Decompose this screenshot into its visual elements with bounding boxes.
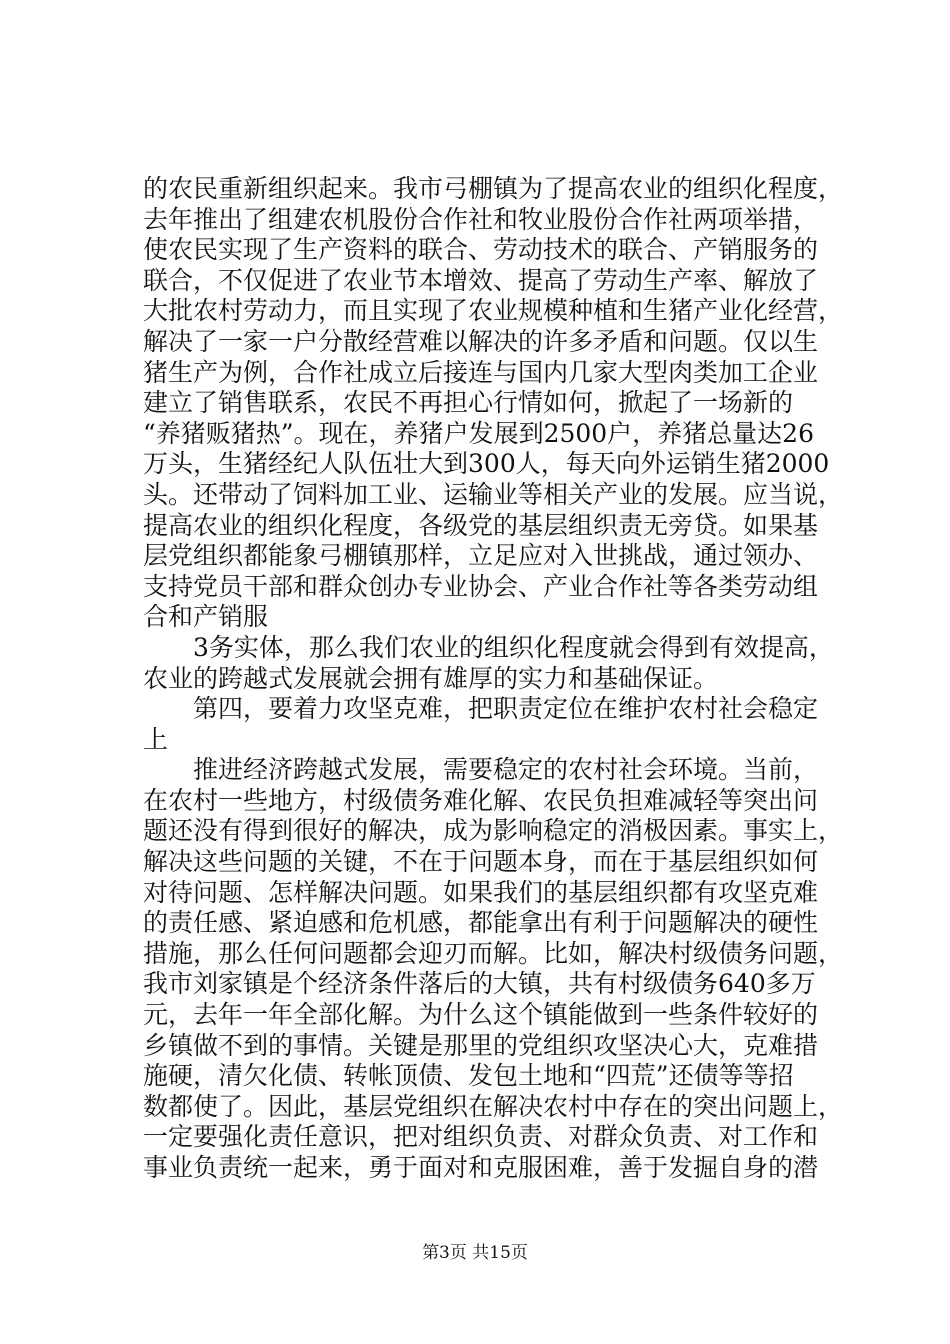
text-line: 建立了销售联系，农民不再担心行情如何，掀起了一场新的 bbox=[143, 388, 794, 418]
text-line: 支持党员干部和群众创办专业协会、产业合作社等各类劳动组 bbox=[143, 571, 819, 601]
text-line: 上 bbox=[143, 724, 169, 754]
text-line: 我市刘家镇是个经济条件落后的大镇，共有村级债务640多万 bbox=[143, 969, 816, 999]
text-line: 联合，不仅促进了农业节本增效、提高了劳动生产率、解放了 bbox=[143, 265, 819, 295]
text-line: 合和产销服 bbox=[143, 602, 269, 632]
text-line: 层党组织都能象弓棚镇那样，立足应对入世挑战，通过领办、 bbox=[143, 541, 819, 571]
document-body bbox=[143, 174, 843, 1184]
text-line: 推进经济跨越式发展，需要稳定的农村社会环境。当前， bbox=[193, 755, 819, 785]
text-line: 头。还带动了饲料加工业、运输业等相关产业的发展。应当说， bbox=[143, 479, 844, 509]
text-line: 第四，要着力攻坚克难，把职责定位在维护农村社会稳定 bbox=[193, 694, 819, 724]
text-line: 农业的跨越式发展就会拥有雄厚的实力和基础保证。 bbox=[143, 663, 719, 693]
text-line: 万头，生猪经纪人队伍壮大到300人，每天向外运销生猪2000 bbox=[143, 449, 830, 479]
text-line: 题还没有得到很好的解决，成为影响稳定的消极因素。事实上， bbox=[143, 816, 844, 846]
text-line: 去年推出了组建农机股份合作社和牧业股份合作社两项举措， bbox=[143, 204, 819, 234]
page-number-footer: 第3页 共15页 bbox=[422, 1243, 528, 1263]
text-line: 的责任感、紧迫感和危机感，都能拿出有利于问题解决的硬性 bbox=[143, 908, 819, 938]
text-line: 措施，那么任何问题都会迎刃而解。比如，解决村级债务问题， bbox=[143, 938, 844, 968]
text-line: 乡镇做不到的事情。关键是那里的党组织攻坚决心大，克难措 bbox=[143, 1030, 819, 1060]
text-line: 一定要强化责任意识，把对组织负责、对群众负责、对工作和 bbox=[143, 1122, 819, 1152]
text-line: “养猪贩猪热”。现在，养猪户发展到2500户，养猪总量达26 bbox=[143, 418, 814, 448]
text-line: 3务实体，那么我们农业的组织化程度就会得到有效提高， bbox=[193, 632, 834, 662]
text-line: 元，去年一年全部化解。为什么这个镇能做到一些条件较好的 bbox=[143, 1000, 819, 1030]
text-line: 解决了一家一户分散经营难以解决的许多矛盾和问题。仅以生 bbox=[143, 326, 819, 356]
text-line: 数都使了。因此，基层党组织在解决农村中存在的突出问题上， bbox=[143, 1091, 844, 1121]
text-line: 解决这些问题的关键，不在于问题本身，而在于基层组织如何 bbox=[143, 847, 819, 877]
text-line: 大批农村劳动力，而且实现了农业规模种植和生猪产业化经营， bbox=[143, 296, 844, 326]
text-line: 提高农业的组织化程度，各级党的基层组织责无旁贷。如果基 bbox=[143, 510, 819, 540]
text-line: 的农民重新组织起来。我市弓棚镇为了提高农业的组织化程度， bbox=[143, 174, 844, 203]
text-line: 在农村一些地方，村级债务难化解、农民负担难减轻等突出问 bbox=[143, 785, 819, 815]
text-line: 事业负责统一起来，勇于面对和克服困难，善于发掘自身的潜 bbox=[143, 1153, 819, 1182]
text-line: 施硬，清欠化债、转帐顶债、发包土地和“四荒”还债等等招 bbox=[143, 1061, 794, 1091]
text-line: 使农民实现了生产资料的联合、劳动技术的联合、产销服务的 bbox=[143, 235, 819, 265]
text-line: 猪生产为例，合作社成立后接连与国内几家大型肉类加工企业 bbox=[143, 357, 819, 387]
text-line: 对待问题、怎样解决问题。如果我们的基层组织都有攻坚克难 bbox=[143, 877, 819, 907]
